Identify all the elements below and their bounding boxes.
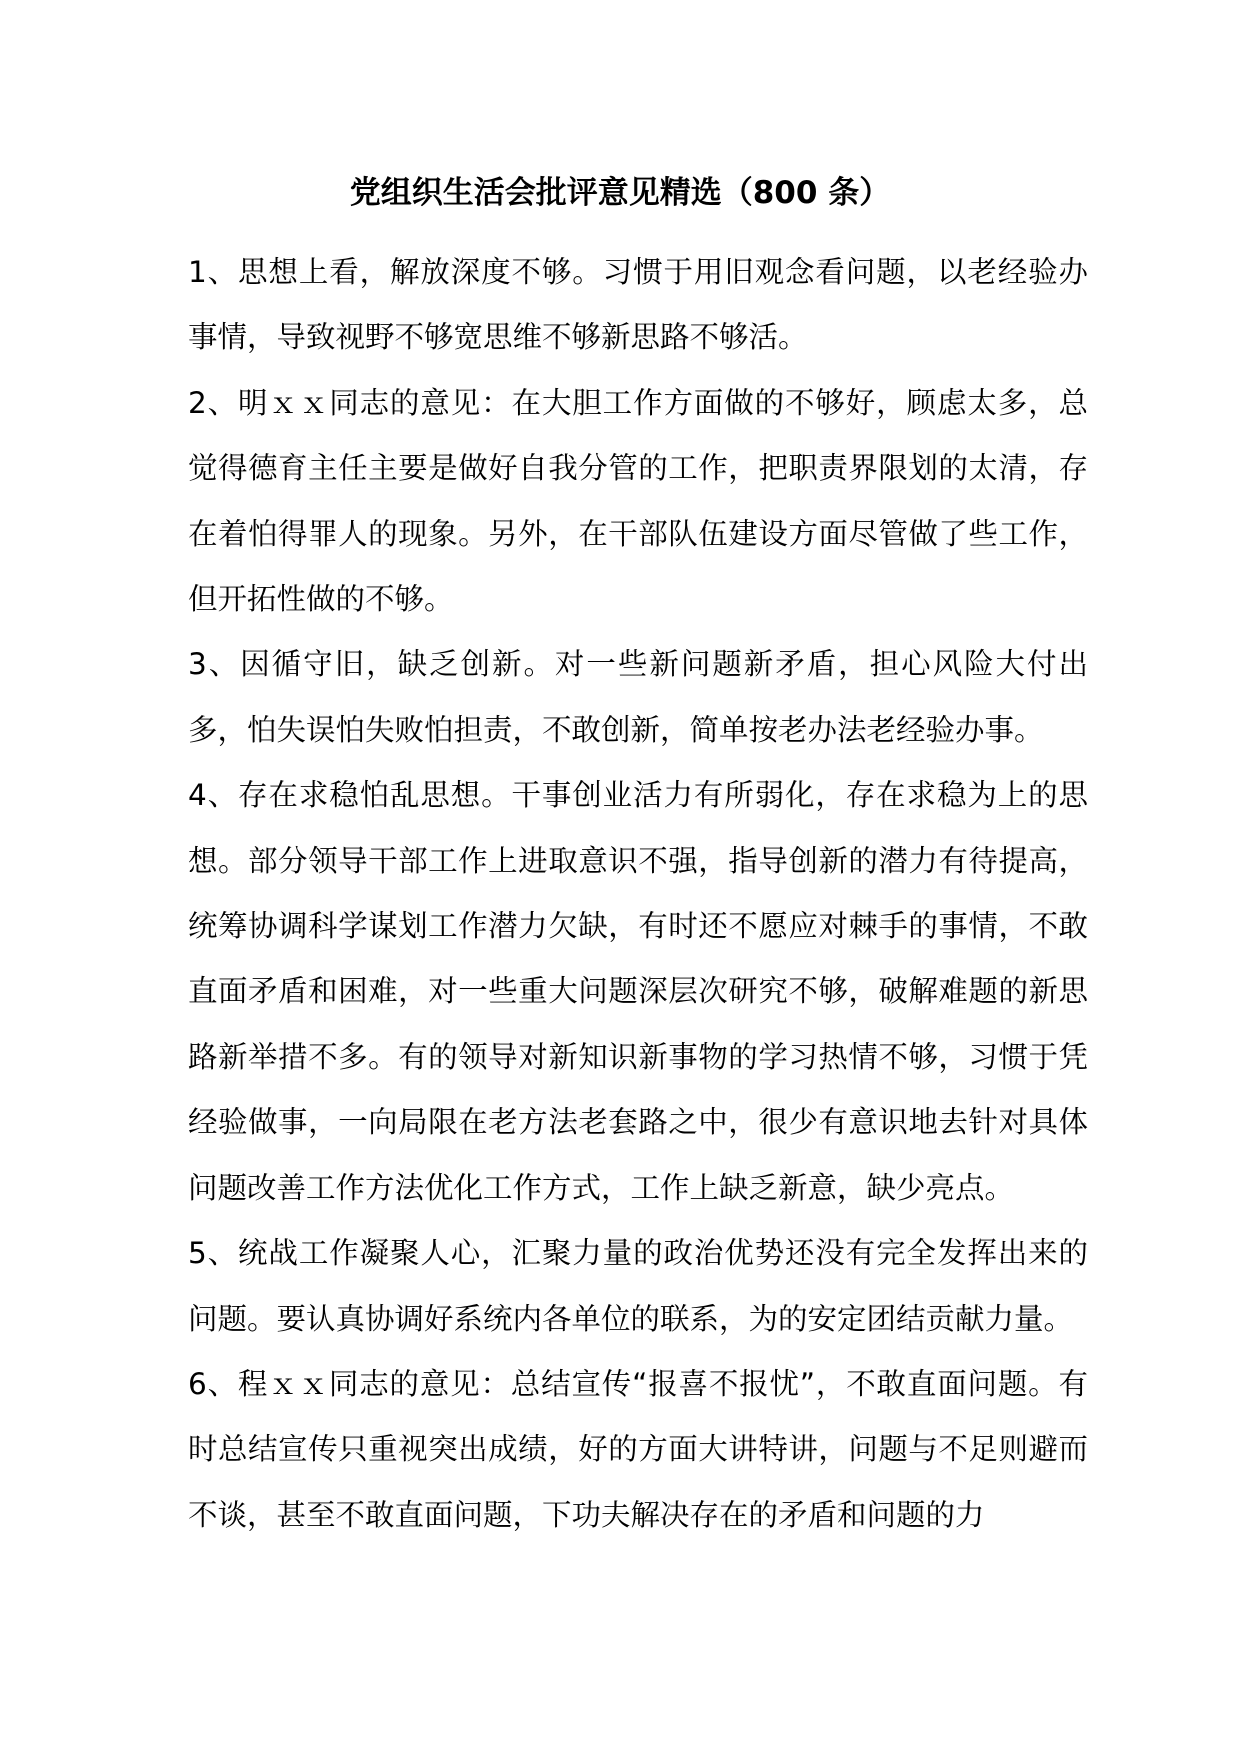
document-body	[188, 240, 1088, 1548]
paragraph-2: 2、明ｘｘ同志的意见：在大胆工作方面做的不够好，顾虑太多，总觉得德育主任主要是做好自我分管的工作，把职责界限划的太清，存在着怕得罪人的现象。另外，在干部队伍建设方面尽管做了些工作，但开拓性做的不够。	[188, 385, 1088, 617]
document-title: 党组织生活会批评意见精选（800 条）	[349, 175, 891, 211]
paragraph-4: 4、存在求稳怕乱思想。干事创业活力有所弱化，存在求稳为上的思想。部分领导干部工作上进取意识不强，指导创新的潜力有待提高，统筹协调科学谋划工作潜力欠缺，有时还不愿应对棘手的事情，不敢直面矛盾和困难，对一些重大问题深层次研究不够，破解难题的新思路新举措不多。有的领导对新知识新事物的学习热情不够，习惯于凭经验做事，一向局限在老方法老套路之中，很少有意识地去针对具体问题改善工作方法优化工作方式，工作上缺乏新意，缺少亮点。	[188, 778, 1088, 1205]
paragraph-3: 3、因循守旧，缺乏创新。对一些新问题新矛盾，担心风险大付出多，怕失误怕失败怕担责，不敢创新，简单按老办法老经验办事。	[188, 647, 1088, 747]
paragraph-5: 5、统战工作凝聚人心，汇聚力量的政治优势还没有完全发挥出来的问题。要认真协调好系统内各单位的联系，为的安定团结贡献力量。	[188, 1236, 1088, 1336]
paragraph-6: 6、程ｘｘ同志的意见：总结宣传“报喜不报忧”，不敢直面问题。有时总结宣传只重视突出成绩，好的方面大讲特讲，问题与不足则避而不谈，甚至不敢直面问题，下功夫解决存在的矛盾和问题的力	[188, 1366, 1088, 1532]
paragraph-1: 1、思想上看，解放深度不够。习惯于用旧观念看问题，以老经验办事情，导致视野不够宽思维不够新思路不够活。	[188, 255, 1088, 355]
